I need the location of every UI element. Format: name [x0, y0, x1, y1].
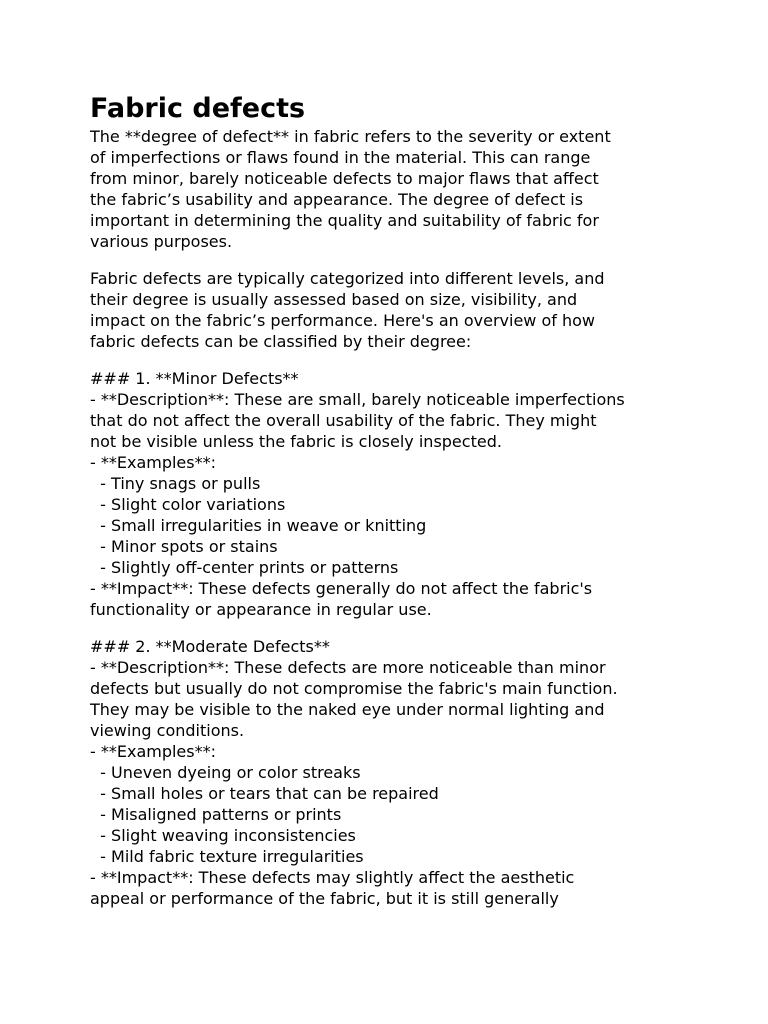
section-moderate-defects [90, 636, 690, 909]
document-title: Fabric defects [90, 93, 306, 124]
text-line: - **Impact**: These defects generally do not affect the fabric's [90, 579, 593, 598]
text-line: - **Description**: These are small, barely noticeable imperfections [90, 390, 625, 409]
text-line: - **Examples**: [90, 742, 216, 761]
text-line: their degree is usually assessed based on size, visibility, and [90, 290, 578, 309]
text-line: of imperfections or flaws found in the material. This can range [90, 148, 591, 167]
text-line: important in determining the quality and suitability of fabric for [90, 211, 599, 230]
list-item: - Slightly off-center prints or patterns [90, 558, 399, 577]
list-item: - Mild fabric texture irregularities [90, 847, 364, 866]
list-item: - Slight weaving inconsistencies [90, 826, 356, 845]
list-item: - Minor spots or stains [90, 537, 278, 556]
paragraph-gap [90, 352, 690, 368]
text-line: not be visible unless the fabric is closely inspected. [90, 432, 502, 451]
list-item: - Misaligned patterns or prints [90, 805, 342, 824]
text-line: defects but usually do not compromise the fabric's main function. [90, 679, 618, 698]
list-item: - Uneven dyeing or color streaks [90, 763, 361, 782]
text-line: - **Description**: These defects are more noticeable than minor [90, 658, 606, 677]
text-line: that do not affect the overall usability of the fabric. They might [90, 411, 597, 430]
text-line: The **degree of defect** in fabric refers to the severity or extent [90, 127, 611, 146]
text-line: appeal or performance of the fabric, but it is still generally [90, 889, 559, 908]
list-item: - Slight color variations [90, 495, 286, 514]
text-line: - **Impact**: These defects may slightly affect the aesthetic [90, 868, 575, 887]
list-item: - Small irregularities in weave or knitting [90, 516, 427, 535]
text-line: viewing conditions. [90, 721, 245, 740]
section-heading: ### 2. **Moderate Defects** [90, 637, 330, 656]
paragraph-gap [90, 620, 690, 636]
paragraph-overview [90, 268, 690, 352]
text-line: They may be visible to the naked eye under normal lighting and [90, 700, 605, 719]
section-minor-defects [90, 368, 690, 620]
text-line: various purposes. [90, 232, 233, 251]
text-line: functionality or appearance in regular use. [90, 600, 432, 619]
text-line: from minor, barely noticeable defects to major flaws that affect [90, 169, 599, 188]
paragraph-intro [90, 126, 690, 252]
document-page [90, 92, 690, 909]
paragraph-gap [90, 252, 690, 268]
text-line: fabric defects can be classified by their degree: [90, 332, 472, 351]
section-heading: ### 1. **Minor Defects** [90, 369, 299, 388]
text-line: the fabric’s usability and appearance. The degree of defect is [90, 190, 584, 209]
list-item: - Small holes or tears that can be repaired [90, 784, 439, 803]
text-line: Fabric defects are typically categorized into different levels, and [90, 269, 605, 288]
text-line: impact on the fabric’s performance. Here's an overview of how [90, 311, 595, 330]
text-line: - **Examples**: [90, 453, 216, 472]
list-item: - Tiny snags or pulls [90, 474, 261, 493]
